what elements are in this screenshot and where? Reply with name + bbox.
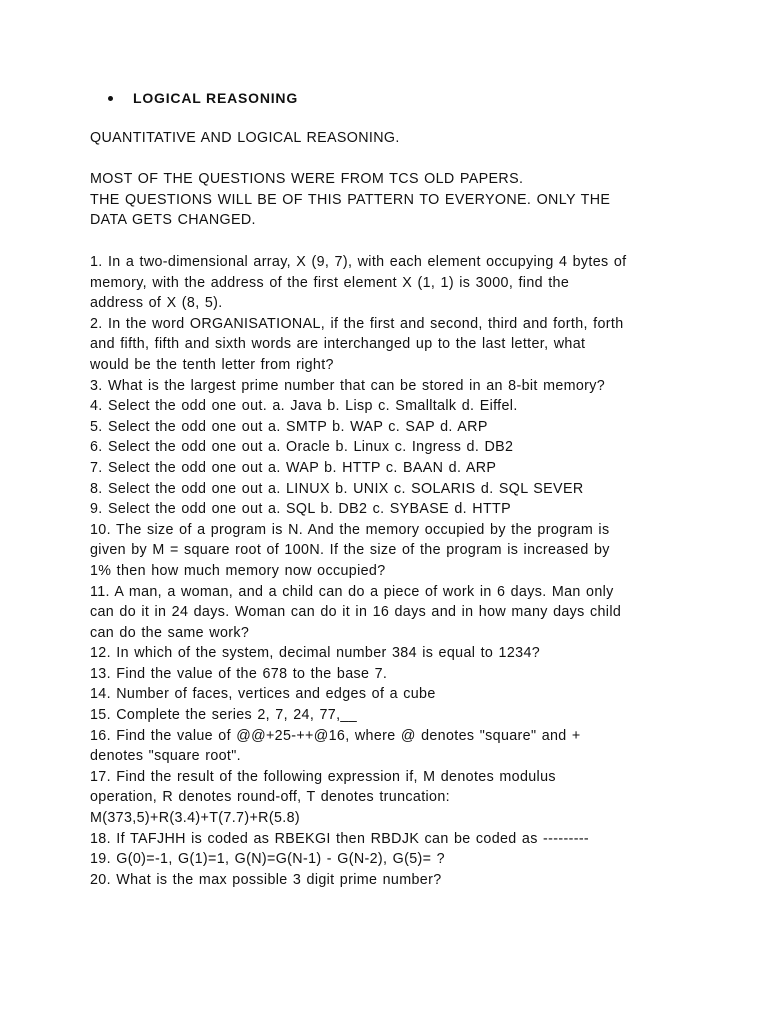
question-item xyxy=(90,520,710,582)
question-line: operation, R denotes round-off, T denotes truncation: xyxy=(90,789,450,806)
question-item xyxy=(90,376,710,397)
question-line: 10. The size of a program is N. And the memory occupied by the program is xyxy=(90,521,610,538)
question-item xyxy=(90,726,710,767)
question-line: 1% then how much memory now occupied? xyxy=(90,562,386,579)
question-item xyxy=(90,664,710,685)
question-line: memory, with the address of the first element X (1, 1) is 3000, find the xyxy=(90,274,570,291)
question-line: 17. Find the result of the following expression if, M denotes modulus xyxy=(90,768,556,785)
question-line: 9. Select the odd one out a. SQL b. DB2 c. SYBASE d. HTTP xyxy=(90,501,512,518)
question-line: can do the same work? xyxy=(90,624,250,641)
question-list xyxy=(90,252,710,890)
question-line: 5. Select the odd one out a. SMTP b. WAP c. SAP d. ARP xyxy=(90,418,488,435)
question-line: given by M = square root of 100N. If the size of the program is increased by xyxy=(90,542,610,559)
question-line: denotes "square root". xyxy=(90,748,241,765)
question-line: 20. What is the max possible 3 digit prime number? xyxy=(90,871,442,888)
question-line: 13. Find the value of the 678 to the base 7. xyxy=(90,665,388,682)
question-line: can do it in 24 days. Woman can do it in 16 days and in how many days child xyxy=(90,604,622,621)
question-item xyxy=(90,705,710,726)
heading-text: LOGICAL REASONING xyxy=(133,90,299,106)
question-line: 3. What is the largest prime number that can be stored in an 8-bit memory? xyxy=(90,377,606,394)
question-line: address of X (8, 5). xyxy=(90,295,223,312)
question-item xyxy=(90,479,710,500)
question-item xyxy=(90,582,710,644)
intro-line: MOST OF THE QUESTIONS WERE FROM TCS OLD PAPERS. xyxy=(90,171,524,187)
question-item xyxy=(90,870,710,891)
question-line: 16. Find the value of @@+25-++@16, where @ denotes "square" and + xyxy=(90,727,581,744)
question-item xyxy=(90,314,710,376)
question-line: 11. A man, a woman, and a child can do a piece of work in 6 days. Man only xyxy=(90,583,614,600)
question-item xyxy=(90,458,710,479)
bullet-icon xyxy=(108,96,113,101)
question-line: 8. Select the odd one out a. LINUX b. UNIX c. SOLARIS d. SQL SEVER xyxy=(90,480,584,497)
question-item xyxy=(90,252,710,314)
question-item xyxy=(90,849,710,870)
question-line: 4. Select the odd one out. a. Java b. Lisp c. Smalltalk d. Eiffel. xyxy=(90,398,518,415)
question-item xyxy=(90,767,710,829)
question-line: 12. In which of the system, decimal number 384 is equal to 1234? xyxy=(90,645,541,662)
question-item xyxy=(90,437,710,458)
section-heading xyxy=(108,90,298,106)
question-line: 18. If TAFJHH is coded as RBEKGI then RBDJK can be coded as --------- xyxy=(90,830,590,847)
question-line: 6. Select the odd one out a. Oracle b. Linux c. Ingress d. DB2 xyxy=(90,439,514,456)
intro-title xyxy=(90,128,710,149)
question-item xyxy=(90,417,710,438)
question-line: would be the tenth letter from right? xyxy=(90,356,334,373)
question-item xyxy=(90,829,710,850)
question-line: and fifth, fifth and sixth words are interchanged up to the last letter, what xyxy=(90,336,586,353)
question-item xyxy=(90,643,710,664)
intro-line: THE QUESTIONS WILL BE OF THIS PATTERN TO EVERYONE. ONLY THE xyxy=(90,191,611,208)
intro-line: QUANTITATIVE AND LOGICAL REASONING. xyxy=(90,130,400,146)
question-line: 1. In a two-dimensional array, X (9, 7), with each element occupying 4 bytes of xyxy=(90,254,627,270)
question-item xyxy=(90,684,710,705)
question-line: 15. Complete the series 2, 7, 24, 77,__ xyxy=(90,707,358,724)
question-item xyxy=(90,499,710,520)
question-item xyxy=(90,396,710,417)
intro-line: DATA GETS CHANGED. xyxy=(90,212,256,229)
intro-notes xyxy=(90,169,710,231)
question-line: 19. G(0)=-1, G(1)=1, G(N)=G(N-1) - G(N-2), G(5)= ? xyxy=(90,851,445,868)
question-line: 7. Select the odd one out a. WAP b. HTTP c. BAAN d. ARP xyxy=(90,459,497,476)
question-line: M(373,5)+R(3.4)+T(7.7)+R(5.8) xyxy=(90,810,300,827)
question-line: 14. Number of faces, vertices and edges of a cube xyxy=(90,686,436,703)
question-line: 2. In the word ORGANISATIONAL, if the first and second, third and forth, forth xyxy=(90,315,624,332)
